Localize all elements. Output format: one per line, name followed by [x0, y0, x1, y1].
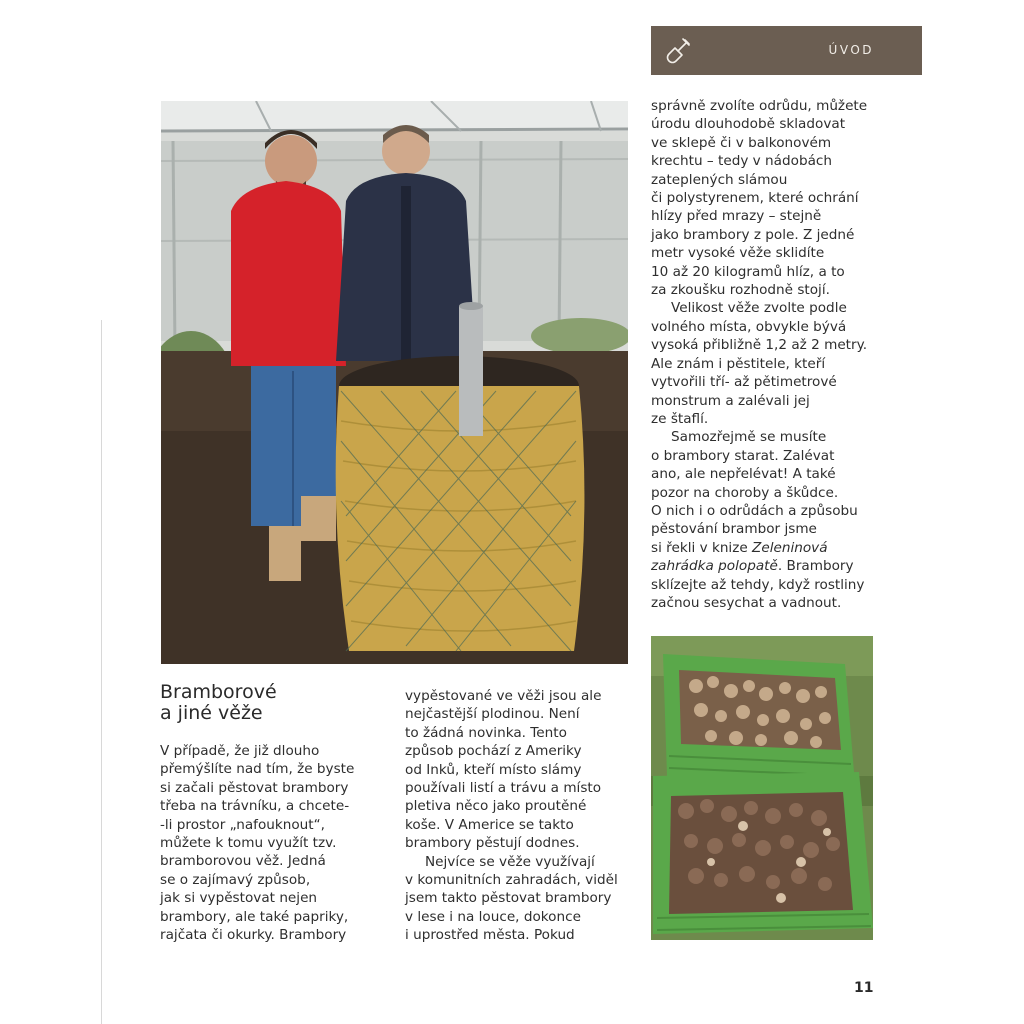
body-line: metr vysoké věže sklidíte [651, 245, 825, 262]
body-line: o brambory starat. Zalévat [651, 447, 835, 464]
body-line: třeba na trávníku, a chcete- [160, 798, 350, 815]
body-line: používali listí a trávu a místo [405, 780, 602, 797]
page-number: 11 [854, 980, 874, 996]
body-line: způsob pochází z Ameriky [405, 743, 582, 760]
body-line: brambory pěstují dodnes. [405, 835, 580, 852]
body-line: 10 až 20 kilogramů hlíz, a to [651, 263, 845, 280]
body-line: pozor na choroby a škůdce. [651, 484, 839, 501]
body-line: -li prostor „nafouknout“, [160, 816, 325, 833]
body-line: Nejvíce se věže využívají [425, 853, 595, 870]
potato-tower-photo [161, 101, 628, 664]
page-margin [0, 0, 104, 1024]
body-line: krechtu – tedy v nádobách [651, 153, 832, 170]
text-column-3 [651, 97, 876, 612]
body-line: v lese i na louce, dokonce [405, 908, 581, 925]
shovel-icon [663, 36, 693, 66]
body-line-with-title [651, 557, 876, 575]
body-line: O nich i o odrůdách a způsobu [651, 502, 858, 519]
body-line: volného místa, obvykle bývá [651, 318, 847, 335]
body-line: sklízejte až tehdy, když rostliny [651, 576, 865, 593]
body-line: vypěstované ve věži jsou ale [405, 688, 602, 704]
body-line: správně zvolíte odrůdu, můžete [651, 98, 868, 114]
body-line: jako brambory z pole. Z jedné [651, 226, 855, 243]
body-line: začnou sesychat a vadnout. [651, 594, 842, 611]
body-line: V případě, že již dlouho [160, 743, 320, 759]
body-line: za zkoušku rozhodně stojí. [651, 282, 830, 299]
potato-crates-photo [651, 636, 873, 940]
text-column-2 [405, 687, 630, 945]
body-line: ano, ale nepřelévat! A také [651, 466, 836, 483]
body-line: přemýšlíte nad tím, že byste [160, 761, 355, 778]
body-line: vysoká přibližně 1,2 až 2 metry. [651, 337, 868, 354]
text-column-1 [160, 742, 385, 944]
body-line: se o zajímavý způsob, [160, 871, 311, 888]
heading-line-1: Bramborové [160, 681, 277, 703]
body-line: Ale znám i pěstitele, kteří [651, 355, 826, 372]
heading-line-2: a jiné věže [160, 702, 263, 724]
body-line: rajčata či okurky. Brambory [160, 927, 347, 944]
body-line: pletiva něco jako proutěné [405, 798, 587, 815]
section-header [651, 26, 922, 75]
body-line: jsem takto pěstovat brambory [405, 890, 612, 907]
body-line: můžete k tomu využít tzv. [160, 835, 337, 852]
body-line: si začali pěstovat brambory [160, 779, 349, 796]
body-line: Velikost věže zvolte podle [671, 300, 847, 317]
book-title: zahrádka polopatě [651, 558, 778, 575]
body-line: ve sklepě či v balkonovém [651, 134, 832, 151]
body-line: to žádná novinka. Tento [405, 724, 567, 741]
body-line: i uprostřed města. Pokud [405, 927, 575, 944]
body-line: vytvořili tří- až pětimetrové [651, 374, 837, 391]
body-line-with-title [651, 539, 876, 557]
body-line: ze štaflí. [651, 410, 709, 427]
body-line: bramborovou věž. Jedná [160, 853, 326, 870]
body-line: Samozřejmě se musíte [671, 429, 827, 446]
body-line: monstrum a zalévali jej [651, 392, 810, 409]
body-line: nejčastější plodinou. Není [405, 706, 580, 723]
body-line: zateplených slámou [651, 171, 788, 188]
body-line: hlízy před mrazy – stejně [651, 208, 822, 225]
book-title: Zeleninová [752, 539, 828, 556]
section-label: ÚVOD [828, 43, 874, 57]
body-line: úrodu dlouhodobě skladovat [651, 116, 846, 133]
spine-divider [101, 320, 102, 1024]
body-line: v komunitních zahradách, viděl [405, 872, 618, 889]
body-line: koše. V Americe se takto [405, 816, 574, 833]
body-line: pěstování brambor jsme [651, 521, 817, 538]
article-heading [160, 682, 380, 724]
body-line: jak si vypěstovat nejen [160, 890, 318, 907]
body-line: od Inků, kteří místo slámy [405, 761, 582, 778]
body-fragment: si řekli v knize [651, 539, 753, 556]
body-fragment: . Brambory [777, 558, 854, 575]
body-line: či polystyrenem, které ochrání [651, 190, 859, 207]
body-line: brambory, ale také papriky, [160, 908, 349, 925]
